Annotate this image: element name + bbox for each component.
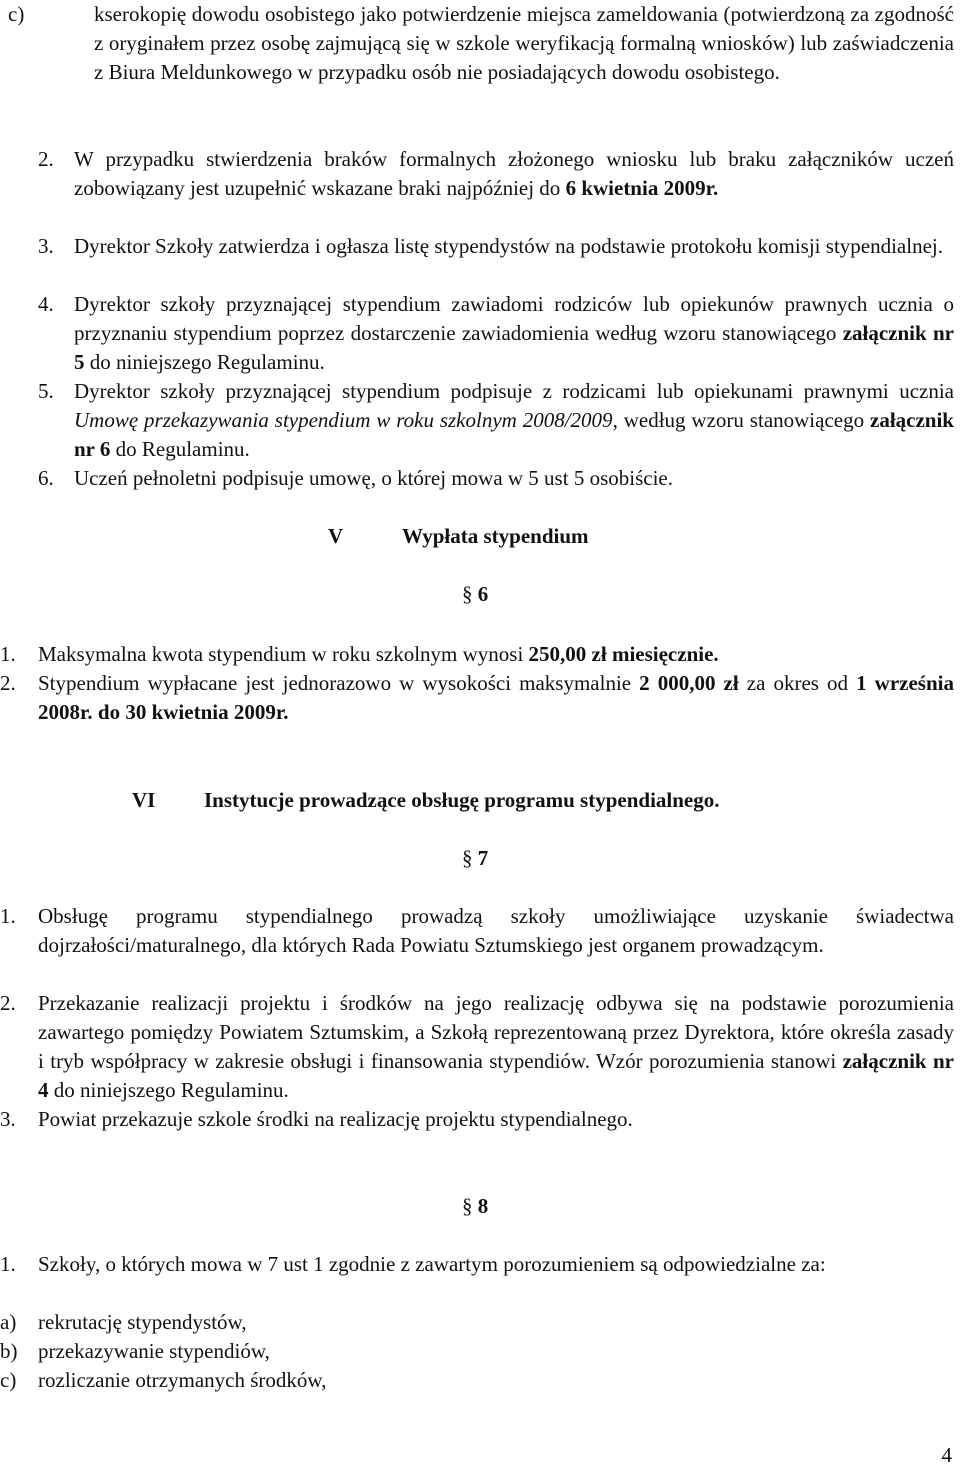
section-7-item-1 <box>0 902 954 960</box>
list-marker: 3. <box>0 1107 16 1131</box>
paragraph-text: Maksymalna kwota stypendium w roku szkolnym wynosi 250,00 zł miesięcznie. <box>38 642 719 666</box>
paragraph-6 <box>38 464 954 493</box>
paragraph-text: Dyrektor szkoły przyznającej stypendium zawiadomi rodziców lub opiekunów prawnych ucznia o przyznaniu stypendium poprzez dostarczenie zawiadomienia według wzoru stanowiącego załącznik nr 5 do niniejszego Regulaminu. <box>74 292 954 374</box>
section-7-item-2 <box>0 989 954 1105</box>
paragraph-text: Szkoły, o których mowa w 7 ust 1 zgodnie z zawartym porozumieniem są odpowiedzialne za: <box>38 1252 826 1276</box>
paragraph-text: W przypadku stwierdzenia braków formalnych złożonego wniosku lub braku załączników uczeń zobowiązany jest uzupełnić wskazane braki najpóźniej do 6 kwietnia 2009r. <box>74 147 954 200</box>
sub-item-text: rozliczanie otrzymanych środków, <box>38 1368 327 1392</box>
amount: 2 000,00 zł <box>639 671 739 695</box>
paragraph-4 <box>38 290 954 377</box>
paragraph-symbol: § 7 <box>462 846 489 870</box>
list-marker: 3. <box>38 234 54 258</box>
paragraph-text: Obsługę programu stypendialnego prowadzą szkoły umożliwiające uzyskanie świadectwa dojrzałości/maturalnego, dla których Rada Powiatu Sztumskiego jest organem prowadzącym. <box>38 904 954 957</box>
list-marker: 2. <box>0 671 16 695</box>
list-marker: 2. <box>38 147 54 171</box>
section-7-item-3 <box>0 1105 954 1134</box>
list-item-text: kserokopię dowodu osobistego jako potwierdzenie miejsca zameldowania (potwierdzoną za zgodność z oryginałem przez osobę zajmującą się w szkole weryfikacją formalną wniosków) lub zaświadczenia z Biura Meldunkowego w przypadku osób nie posiadających dowodu osobistego. <box>94 2 954 84</box>
list-marker: 1. <box>0 1252 16 1276</box>
list-marker: 1. <box>0 904 16 928</box>
list-marker: c) <box>0 1368 17 1392</box>
attachment-ref: załącznik nr 5 <box>74 321 954 374</box>
list-marker: 1. <box>0 642 16 666</box>
paragraph-text: Uczeń pełnoletni podpisuje umowę, o której mowa w 5 ust 5 osobiście. <box>74 466 673 490</box>
paragraph-text: Dyrektor szkoły przyznającej stypendium podpisuje z rodzicami lub opiekunami prawnymi ucznia Umowę przekazywania stypendium w roku szkolnym 2008/2009, według wzoru stanowiącego załącznik nr 6 do Regulaminu. <box>74 379 954 461</box>
page-number: 4 <box>941 1443 952 1467</box>
amount: 250,00 zł miesięcznie. <box>528 642 719 666</box>
section-6-item-2 <box>0 669 954 727</box>
paragraph-2 <box>38 145 954 203</box>
list-marker: 4. <box>38 292 54 316</box>
paragraph-text: Przekazanie realizacji projektu i środków na jego realizację odbywa się na podstawie porozumienia zawartego pomiędzy Powiatem Sztumskim, a Szkołą reprezentowaną przez Dyrektora, które określa zasady i tryb współpracy w zakresie obsługi i finansowania stypendiów. Wzór porozumienia stanowi załącznik nr 4 do niniejszego Regulaminu. <box>38 991 954 1102</box>
deadline-date: 6 kwietnia 2009r. <box>565 176 719 200</box>
paragraph-symbol: § 8 <box>462 1194 489 1218</box>
paragraph-3 <box>38 232 954 261</box>
paragraph-text: Stypendium wypłacane jest jednorazowo w wysokości maksymalnie 2 000,00 zł za okres od 1 września 2008r. do 30 kwietnia 2009r. <box>38 671 954 724</box>
period: 1 września 2008r. do 30 kwietnia 2009r. <box>38 671 954 724</box>
section-8-item-1 <box>0 1250 954 1279</box>
paragraph-text: Dyrektor Szkoły zatwierdza i ogłasza listę stypendystów na podstawie protokołu komisji stypendialnej. <box>74 234 943 258</box>
section-numeral: VI <box>132 788 156 812</box>
sub-item-a <box>0 1308 954 1337</box>
paragraph-symbol: § 6 <box>462 582 489 606</box>
paragraph-5 <box>38 377 954 464</box>
sub-item-text: przekazywanie stypendiów, <box>38 1339 270 1363</box>
list-marker: a) <box>0 1310 17 1334</box>
list-marker: 6. <box>38 466 54 490</box>
section-title: Instytucje prowadzące obsługę programu stypendialnego. <box>204 788 720 812</box>
list-marker: 5. <box>38 379 54 403</box>
paragraph-text: Powiat przekazuje szkole środki na realizację projektu stypendialnego. <box>38 1107 633 1131</box>
attachment-ref: załącznik nr 4 <box>38 1049 954 1102</box>
agreement-title: Umowę przekazywania stypendium w roku szkolnym 2008/2009 <box>74 408 613 432</box>
sub-item-b <box>0 1337 954 1366</box>
sub-item-text: rekrutację stypendystów, <box>38 1310 247 1334</box>
list-marker: 2. <box>0 991 16 1015</box>
section-6-item-1 <box>0 640 954 669</box>
section-title: Wypłata stypendium <box>402 524 589 548</box>
list-marker: b) <box>0 1339 18 1363</box>
list-marker: c) <box>8 2 25 26</box>
list-item-c <box>8 0 954 87</box>
sub-item-c <box>0 1366 954 1395</box>
attachment-ref: załącznik nr 6 <box>74 408 954 461</box>
section-numeral: V <box>328 524 344 548</box>
